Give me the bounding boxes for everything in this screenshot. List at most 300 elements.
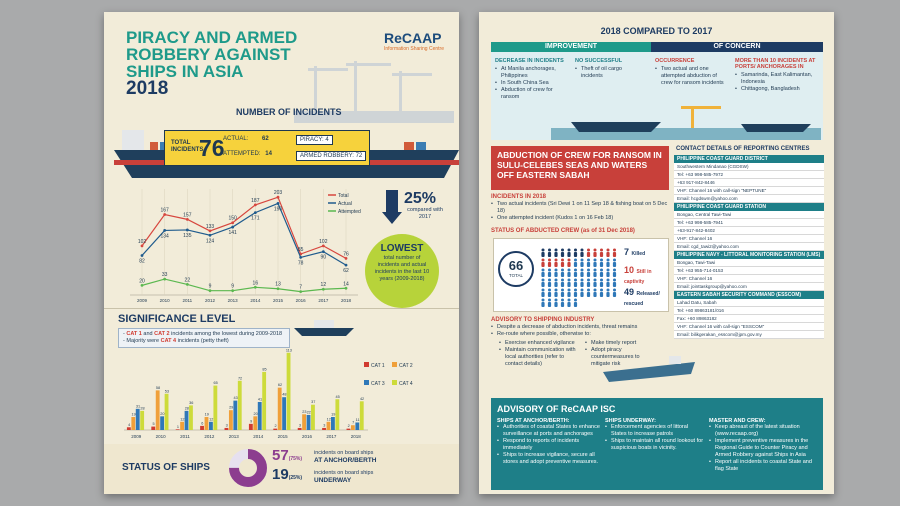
- significance-notes: - CAT 1 and CAT 2 incidents among the lowest during 2009-2018 - Majority were CAT 4 incidents (petty theft): [118, 328, 290, 348]
- comparison-panel: [491, 52, 823, 140]
- comparison-title: 2018 COMPARED TO 2017: [600, 26, 713, 36]
- contact-section-header: PHILIPPINE COAST GUARD DISTRICT: [674, 155, 824, 163]
- person-body: [561, 292, 564, 297]
- person-body: [541, 252, 544, 257]
- x-tick-label: 2014: [250, 298, 261, 303]
- data-point: [231, 226, 234, 229]
- data-label: 12: [320, 282, 327, 289]
- data-point: [345, 257, 348, 260]
- series-line-attempted: [142, 279, 346, 292]
- bar-value-label: 1: [176, 424, 180, 429]
- bar: [302, 414, 306, 430]
- tanker-illustration: [599, 352, 699, 392]
- person-head: [581, 259, 584, 262]
- bar: [229, 410, 233, 430]
- person-body: [541, 282, 544, 287]
- x-tick-label: 2009: [131, 434, 142, 439]
- data-label: 22: [184, 277, 191, 284]
- killed-stat: 7 Killed: [624, 247, 646, 257]
- data-point: [186, 283, 189, 286]
- person-body: [541, 302, 544, 307]
- data-point: [209, 234, 212, 237]
- series-line-total: [142, 197, 346, 258]
- list-item: • Samarinda, East Kalimantan, Indonesia: [735, 72, 819, 86]
- x-tick-label: 2011: [180, 434, 190, 439]
- x-tick-label: 2014: [253, 434, 264, 439]
- list-item: • Adopt piracy countermeasures to mitigate risk: [585, 347, 657, 368]
- person-body: [548, 302, 551, 307]
- bar-value-label: 23: [302, 409, 307, 414]
- data-label: 134: [160, 233, 169, 240]
- advisory-shipping-block: ADVISORY TO SHIPPING INDUSTRY • Despite a decrease of abduction incidents, threat remains • Re-route where possible, otherwise to: • Exercise enhanced vigilance • Maintain communication with local authorities (refer to contact details) • Make timely report • Adopt piracy countermeasures to mitigate risk: [491, 317, 669, 368]
- person-body: [548, 252, 551, 257]
- x-tick-label: 2017: [326, 434, 337, 439]
- data-label: 102: [137, 238, 147, 245]
- x-tick-label: 2015: [277, 434, 288, 439]
- contact-row: +63-917-842-8402: [674, 227, 824, 235]
- person-body: [548, 272, 551, 277]
- person-head: [607, 259, 610, 262]
- bar-value-label: 53: [164, 389, 169, 394]
- person-head: [568, 289, 571, 292]
- person-body: [561, 252, 564, 257]
- person-head: [613, 249, 616, 252]
- bar: [238, 381, 242, 430]
- bar: [307, 415, 311, 430]
- bar: [282, 397, 286, 430]
- person-head: [548, 299, 551, 302]
- person-body: [600, 262, 603, 267]
- contact-section-header: EASTERN SABAH SECURITY COMMAND (ESSCOM): [674, 291, 824, 299]
- data-point: [322, 288, 325, 291]
- bar-value-label: 42: [359, 396, 365, 401]
- person-head: [548, 249, 551, 252]
- person-head: [574, 279, 577, 282]
- significance-level-title: SIGNIFICANCE LEVEL: [118, 313, 236, 325]
- bar: [140, 411, 144, 430]
- bar-value-label: 2: [274, 424, 277, 429]
- bar: [165, 394, 169, 430]
- bar-value-label: 85: [262, 367, 267, 372]
- total-incidents-label: TOTAL INCIDENTS: [171, 140, 204, 153]
- bar: [127, 427, 131, 430]
- title-text: PIRACY AND ARMED ROBBERY AGAINST SHIPS IN ASIA: [126, 28, 298, 81]
- list-item: • Two actual incidents (Sri Dewi 1 on 11 Sep 18 & fishing boat on 5 Dec 18): [491, 201, 669, 215]
- person-body: [548, 282, 551, 287]
- contact-row: Tel: +63 998-585-7972: [674, 171, 824, 179]
- person-head: [574, 269, 577, 272]
- x-tick-label: 2011: [182, 298, 193, 303]
- bar: [233, 401, 237, 430]
- bar: [287, 353, 291, 430]
- person-head: [600, 259, 603, 262]
- person-body: [548, 292, 551, 297]
- person-head: [600, 269, 603, 272]
- person-head: [555, 299, 558, 302]
- bar: [160, 416, 164, 430]
- person-head: [542, 249, 545, 252]
- bar: [213, 386, 217, 430]
- person-head: [555, 259, 558, 262]
- lowest-circle: LOWEST total number of incidents and actual incidents in the last 10 years (2009-2018): [365, 234, 439, 308]
- data-point: [209, 230, 212, 233]
- port-illustration: [551, 102, 821, 140]
- list-item: • Two actual and one attempted abduction of crew for ransom incidents: [655, 66, 725, 87]
- occurrence-block: OCCURRENCE • Two actual and one attempted abduction of crew for ransom incidents: [655, 58, 725, 87]
- person-head: [581, 289, 584, 292]
- person-head: [542, 289, 545, 292]
- bar: [355, 422, 359, 430]
- person-head: [555, 289, 558, 292]
- person-head: [561, 249, 564, 252]
- person-head: [542, 279, 545, 282]
- person-body: [600, 252, 603, 257]
- bar: [335, 399, 339, 430]
- contact-row: Email: bilikgerakan_esscom@jpm.gov.my: [674, 331, 824, 339]
- person-head: [574, 259, 577, 262]
- data-label: 150: [228, 215, 237, 222]
- person-head: [600, 279, 603, 282]
- person-head: [561, 259, 564, 262]
- underway-count: 19(25%): [272, 466, 303, 483]
- bar: [131, 417, 135, 430]
- person-body: [606, 262, 609, 267]
- person-body: [613, 282, 616, 287]
- bar: [185, 411, 189, 430]
- bar-value-label: 43: [233, 396, 238, 401]
- bar-value-label: 41: [257, 397, 263, 402]
- person-head: [587, 259, 590, 262]
- bar-value-label: 12: [326, 417, 331, 422]
- decrease-block: DECREASE IN INCIDENTS • At Manila anchorages, Philippines • In South China Sea • Abduction of crew for ransom: [495, 58, 571, 101]
- person-body: [548, 262, 551, 267]
- person-body: [587, 292, 590, 297]
- data-label: 157: [183, 212, 192, 219]
- person-head: [561, 289, 564, 292]
- person-head: [555, 269, 558, 272]
- person-body: [567, 292, 570, 297]
- data-label: 20: [139, 278, 145, 285]
- person-head: [581, 249, 584, 252]
- data-point: [163, 213, 166, 216]
- data-label: 16: [252, 280, 259, 287]
- bar-value-label: 6: [201, 421, 204, 426]
- person-body: [613, 272, 616, 277]
- status-of-ships-section: [104, 444, 459, 494]
- person-body: [606, 252, 609, 257]
- bar: [327, 422, 331, 430]
- bar-value-label: 5: [152, 422, 155, 427]
- person-head: [568, 269, 571, 272]
- bar-chart-legend: [364, 354, 424, 390]
- person-body: [567, 272, 570, 277]
- person-head: [587, 279, 590, 282]
- person-body: [541, 262, 544, 267]
- list-item: • Maintain communication with local authorities (refer to contact details): [499, 347, 579, 368]
- x-tick-label: 2017: [318, 298, 329, 303]
- person-head: [587, 289, 590, 292]
- person-head: [555, 279, 558, 282]
- bar-value-label: 58: [155, 385, 161, 390]
- list-item: • Theft of oil cargo incidents: [575, 66, 645, 80]
- released-stat: 49 Released/ rescued: [624, 287, 660, 307]
- list-item: • Chittagong, Bangladesh: [735, 86, 819, 93]
- person-body: [600, 292, 603, 297]
- data-label: 76: [343, 251, 349, 258]
- bar: [258, 402, 262, 430]
- data-label: 85: [297, 247, 304, 254]
- person-head: [542, 269, 545, 272]
- armed-robbery-count: ARMED ROBBERY: 72: [296, 151, 366, 161]
- data-label: 190: [273, 206, 283, 213]
- person-body: [613, 252, 616, 257]
- list-item: • Make timely report: [585, 340, 657, 347]
- person-body: [574, 272, 577, 277]
- person-body: [574, 292, 577, 297]
- data-label: 141: [228, 230, 237, 237]
- bar-value-label: 11: [355, 417, 360, 422]
- data-point: [141, 284, 144, 287]
- underway-text: incidents on board ships UNDERWAY: [314, 470, 374, 484]
- bar-value-label: 28: [184, 406, 189, 411]
- x-tick-label: 2016: [301, 434, 313, 439]
- recaap-isc-advisory: [491, 398, 823, 490]
- data-point: [186, 218, 189, 221]
- person-head: [587, 269, 590, 272]
- x-tick-label: 2015: [272, 298, 284, 303]
- legend-label: Total: [338, 193, 349, 199]
- legend-item: CAT 4: [392, 380, 420, 387]
- bar: [205, 417, 209, 430]
- person-head: [613, 269, 616, 272]
- person-body: [574, 282, 577, 287]
- person-body: [561, 302, 564, 307]
- bar-value-label: 29: [229, 405, 234, 410]
- person-body: [606, 292, 609, 297]
- legend-item: CAT 2: [392, 362, 420, 369]
- person-head: [587, 249, 590, 252]
- contact-row: VHF: Channel 16 with call-sign "ESSCOM": [674, 323, 824, 331]
- isc-advisory-title: ADVISORY OF ReCAAP ISC: [497, 404, 616, 414]
- person-head: [594, 279, 597, 282]
- person-head: [607, 279, 610, 282]
- data-point: [322, 244, 325, 247]
- data-label: 33: [161, 272, 168, 279]
- person-body: [587, 252, 590, 257]
- data-label: 187: [251, 197, 260, 204]
- data-point: [231, 221, 234, 224]
- person-body: [554, 282, 557, 287]
- incidents-2018-block: INCIDENTS IN 2018 • Two actual incidents (Sri Dewi 1 on 11 Sep 18 & fishing boat on 5 Dec 18) • One attempted incident (Kudos 1 on 16 Feb 18): [491, 194, 669, 222]
- person-body: [541, 292, 544, 297]
- x-tick-label: 2018: [340, 298, 352, 303]
- data-point: [277, 287, 280, 290]
- person-body: [554, 292, 557, 297]
- list-item: • At Manila anchorages, Philippines: [495, 66, 571, 80]
- person-body: [593, 252, 596, 257]
- bar-value-label: 20: [160, 411, 165, 416]
- bar-value-label: 31: [135, 404, 141, 409]
- x-tick-label: 2013: [228, 434, 239, 439]
- x-tick-label: 2012: [204, 434, 215, 439]
- person-head: [613, 259, 616, 262]
- data-point: [299, 256, 302, 259]
- data-label: 167: [160, 207, 169, 214]
- bar-value-label: 28: [140, 406, 145, 411]
- person-head: [555, 249, 558, 252]
- data-label: 133: [205, 223, 215, 230]
- data-point: [277, 202, 280, 205]
- data-label: 90: [320, 254, 327, 261]
- bar: [253, 416, 257, 430]
- data-point: [209, 289, 212, 292]
- piracy-count: PIRACY: 4: [296, 135, 333, 145]
- list-item: • One attempted incident (Kudos 1 on 16 Feb 18): [491, 215, 669, 222]
- bar-value-label: 9: [250, 419, 253, 424]
- person-head: [561, 269, 564, 272]
- list-item: • Report all incidents to coastal State and flag State: [709, 459, 819, 473]
- contact-row: Southwestern Mindanao (CGDSW): [674, 163, 824, 171]
- person-head: [542, 299, 545, 302]
- bar: [273, 429, 277, 430]
- contact-row: Tel: +63 955-714-0153: [674, 267, 824, 275]
- legend-item: CAT 3: [364, 380, 392, 387]
- anchor-text: incidents on board ships AT ANCHOR/BERTH: [314, 450, 377, 464]
- x-tick-label: 2013: [227, 298, 238, 303]
- person-head: [574, 249, 577, 252]
- data-point: [322, 250, 325, 253]
- data-label: 9: [208, 283, 212, 290]
- bar-value-label: 3: [323, 423, 326, 428]
- legend-item: CAT 1: [364, 362, 392, 369]
- list-item: • Enforcement agencies of littoral States to increase patrols: [605, 424, 705, 438]
- person-head: [548, 259, 551, 262]
- contact-row: Bongao, Tawi-Tawi: [674, 259, 824, 267]
- data-point: [254, 211, 257, 214]
- x-tick-label: 2016: [295, 298, 306, 303]
- isc-col-anchor: SHIPS AT ANCHOR/BERTH: • Authorities of coastal States to enhance surveillance at ports and anchorages • Respond to reports of incidents immediately • Ships to increase vigilance, secure all stores and adopt preventive measures.: [497, 418, 601, 466]
- person-head: [561, 279, 564, 282]
- legend-label: Attempted: [338, 209, 361, 215]
- list-item: • In South China Sea: [495, 80, 571, 87]
- bar-value-label: 12: [180, 417, 185, 422]
- person-head: [600, 289, 603, 292]
- series-line-actual: [142, 203, 346, 265]
- abducted-status-title: STATUS OF ABDUCTED CREW (as of 31 Dec 2018): [491, 228, 635, 234]
- data-label: 102: [319, 238, 328, 245]
- people-pictogram: [540, 247, 620, 307]
- person-head: [548, 289, 551, 292]
- more-than-10-block: MORE THAN 10 INCIDENTS AT PORTS/ ANCHORAGES IN • Samarinda, East Kalimantan, Indonesia • Chittagong, Bangladesh: [735, 58, 819, 93]
- person-body: [554, 252, 557, 257]
- x-tick-label: 2009: [136, 298, 148, 303]
- person-head: [607, 249, 610, 252]
- legend-label: Actual: [338, 201, 352, 207]
- bar-value-label: 12: [209, 417, 214, 422]
- bar: [360, 401, 364, 430]
- person-head: [594, 259, 597, 262]
- bar: [351, 425, 355, 430]
- data-point: [163, 229, 166, 232]
- person-head: [613, 279, 616, 282]
- captivity-stat: 10 Still in captivity: [624, 265, 652, 285]
- contact-row: Email: hcgdswm@yahoo.com: [674, 195, 824, 203]
- person-head: [581, 269, 584, 272]
- person-body: [567, 262, 570, 267]
- bar-value-label: 72: [237, 376, 243, 381]
- contact-row: Lahad Datu, Sabah: [674, 299, 824, 307]
- total-incidents-value: 76: [199, 135, 225, 161]
- data-label: 13: [275, 281, 281, 288]
- person-head: [594, 269, 597, 272]
- data-point: [345, 264, 348, 267]
- data-label: 7: [299, 284, 303, 291]
- no-successful-block: NO SUCCESSFUL • Theft of oil cargo incidents: [575, 58, 645, 80]
- bar-value-label: 48: [282, 392, 287, 397]
- person-body: [587, 272, 590, 277]
- data-point: [299, 290, 302, 293]
- status-of-ships-title: STATUS OF SHIPS: [122, 462, 210, 473]
- x-tick-label: 2018: [350, 434, 361, 439]
- data-label: 124: [205, 238, 215, 245]
- bar: [322, 428, 326, 430]
- person-head: [607, 289, 610, 292]
- contact-row: VHF: Channel 16 with call-sign "NEPTUNE": [674, 187, 824, 195]
- list-item: • Ships to increase vigilance, secure all stores and adopt preventive measures.: [497, 452, 601, 466]
- bar: [209, 422, 213, 430]
- person-body: [580, 262, 583, 267]
- bar-value-label: 22: [306, 410, 311, 415]
- bar: [156, 390, 160, 430]
- person-body: [580, 282, 583, 287]
- list-item: • Exercise enhanced vigilance: [499, 340, 579, 347]
- bar: [136, 409, 140, 430]
- person-body: [567, 282, 570, 287]
- contact-row: Email: cgd_tawi2@yahoo.com: [674, 243, 824, 251]
- list-item: • Abduction of crew for ransom: [495, 87, 571, 101]
- contact-row: Email: jointtaskgroup@yahoo.com: [674, 283, 824, 291]
- person-body: [561, 272, 564, 277]
- improvement-header: IMPROVEMENT: [491, 42, 651, 52]
- bar-value-label: 36: [189, 400, 194, 405]
- person-body: [593, 282, 596, 287]
- contact-row: VHF: Channel 16: [674, 275, 824, 283]
- infographic-page-2: [479, 12, 834, 494]
- person-body: [580, 252, 583, 257]
- bar: [311, 405, 315, 430]
- contact-section-header: PHILIPPINE COAST GUARD STATION: [674, 203, 824, 211]
- bar-value-label: 20: [253, 411, 258, 416]
- person-body: [554, 302, 557, 307]
- abduction-banner: ABDUCTION OF CREW FOR RANSOM IN SULU-CELEBES SEAS AND WATERS OFF EASTERN SABAH: [491, 146, 669, 190]
- bar-value-label: 19: [204, 412, 209, 417]
- bar: [151, 427, 155, 430]
- person-head: [594, 249, 597, 252]
- person-body: [587, 262, 590, 267]
- x-tick-label: 2010: [159, 298, 170, 303]
- person-head: [581, 279, 584, 282]
- abducted-status-panel: [493, 238, 669, 312]
- data-point: [277, 196, 280, 199]
- incident-summary-box: [164, 130, 370, 166]
- person-body: [593, 262, 596, 267]
- actual-row: ACTUAL: 62: [223, 136, 269, 142]
- contact-row: Tel: +60 89863181/016: [674, 307, 824, 315]
- data-label: 135: [183, 232, 192, 239]
- person-head: [568, 279, 571, 282]
- bar: [180, 422, 184, 430]
- bar: [278, 388, 282, 430]
